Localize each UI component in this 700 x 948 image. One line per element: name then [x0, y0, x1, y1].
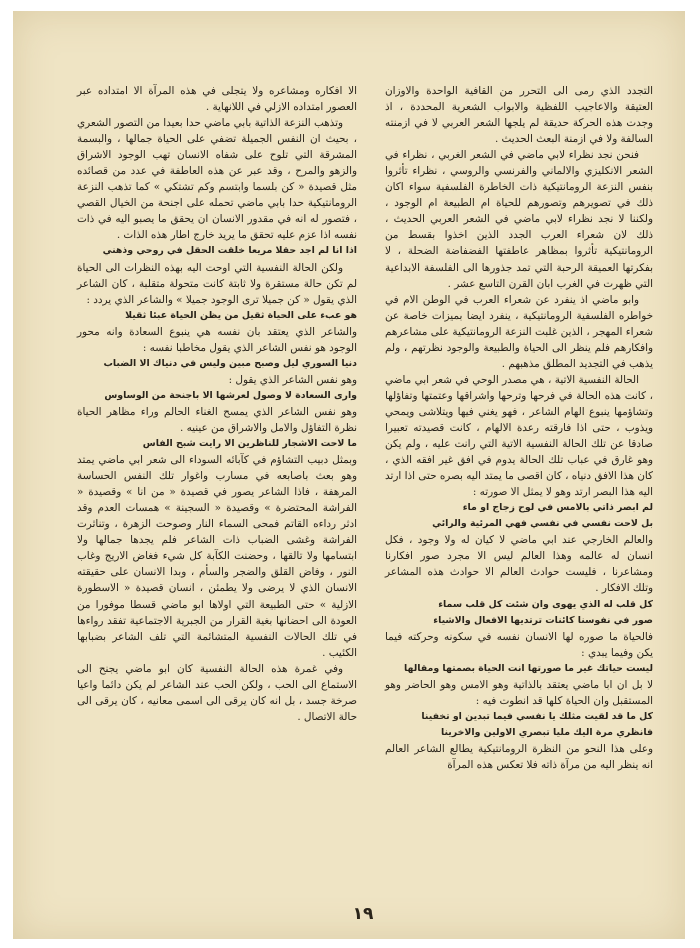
- paragraph: لا بل ان ابا ماضي يعتقد بالذاتية وهو الامس وهو الحاضر وهو المستقبل وان الحياة كلها قد انطوت فيه :: [385, 678, 653, 707]
- page-number: ١٩: [352, 904, 374, 924]
- verse-line: دنيا السوري ليل وصبح مبين وليس في دنياك الا الضباب: [103, 357, 357, 369]
- paragraph: فنحن نجد نظراء لابي ماضي في الشعر الغربي ، نظراء في الشعر الانكليزي والالماني والفرنسي والروسي ، نظراء تأثروا بنفس النزعة الرومانتيكية ذات الخاطرة الفلسفية سواء اكان ذلك في تصويرهم وتصورهم للحياة ام الطبيعة ام الوجود ، ولكننا لا نجد نظراء لابي ماضي في الشعر العربي الحديث ، ذلك لان شعراء العرب الجدد الذين اخذوا بقسط من الرومانتيكية تأثروا بمظاهر عاطفتها الفضفاضة الضحلة ، لا بفكرتها العميقة الرحبة التي تمد جذورها الى الفلسفة الابداعية التي ظهرت في الغرب ابان القرن التاسع عشر .: [385, 149, 653, 290]
- verse-line: كل ما قد لقيت مثلك يا نفسي فيما تبدين او تخفينا: [421, 710, 653, 722]
- verse-line: هو عبء على الحياة ثقيل من يظن الحياة عبئا ثقيلا: [125, 309, 357, 321]
- paragraph: والشاعر الذي يعتقد بان نفسه هي ينبوع السعادة وانه محور الوجود هو نفس الشاعر الذي يقول مخاطبا نفسه :: [77, 325, 357, 354]
- verse-line: فانظري مرة اليك مليا تبصري الاولين والاخرينا: [440, 726, 653, 738]
- verse-line: لم ابصر ذاتي بالامس في لوح زجاج او ماء: [462, 502, 653, 514]
- paragraph: وعلى هذا النحو من النظرة الرومانتيكية يطالع الشاعر العالم انه ينظر اليه من مرآة ذاته فلا تعكس هذه المرآة: [385, 742, 653, 771]
- verse-line: بل لاحت نفسي في نفسي فهي المرئية والرائي: [432, 518, 653, 530]
- verse-line: وارى السعادة لا وصول لعرشها الا باجنحة من الوساوس: [104, 389, 357, 401]
- paragraph: فالحياة ما صوره لها الانسان نفسه في سكونه وحركته فيما يكن وفيما يبدي :: [385, 630, 653, 659]
- paragraph: والعالم الخارجي عند ابي ماضي لا كيان له ولا وجود ، فكل انسان له عالمه وهذا العالم ليس الا مجرد صور افكارنا ومشاعرنا ، فليست حوادث العالم الا حوادث هذه المشاعر وتلك الافكار .: [385, 534, 653, 595]
- page-sheet: [13, 11, 685, 939]
- paragraph: التجدد الذي رمى الى التحرر من القافية الواحدة والاوزان العتيقة والاعاجيب اللفظية والابواب الشعرية المحددة ، اذ وجدت هذه الحركة حديقة لم يلجها الشعر العربي لا في ازمنته السالفة ولا في ازمنة البعث الحديث .: [385, 85, 653, 146]
- verse-line: ليست حياتك غير ما صورتها انت الحياة بصمتها ومقالها: [404, 662, 653, 674]
- paragraph: وابو ماضي اذ ينفرد عن شعراء العرب في الوطن الام في خواطره الفلسفية الرومانتيكية ، ينفرد ايضا بميزات خاصة عن شعراء المهجر ، الذين غلبت النزعة الرومانتيكية على مشاعرهم وافكارهم فلم ينظر الى الحياة والطبيعة والوجود نظرتهم ، ولم يذهب في التجديد المطلق مذهبهم .: [385, 293, 653, 370]
- paragraph: الحالة النفسية الاتية ، هي مصدر الوحي في شعر ابي ماضي ، كانت هذه الحالة في فرحها وترحها واشراقها وعتمتها وتفاؤلها وتشاؤمها ينبوع الهام الشاعر ، فهو يغني فيها ويتلاشى ويمحي ويذوب ، حتى اذا فارقته رعدة الالهام ، كانت قصيدته تعبيرا صادقا عن تلك الحالة النفسية الاتية التي رانت عليه ، ولم يكن وهو غارق في عباب تلك الحالة يدوم في افق غير افقه الذي ، كان هذا الافق دنياه ، كان اقصى ما يمتد اليه بصره حتى اذا ارتد اليه هذا البصر ارتد وهو لا يمثل الا صورته :: [385, 373, 653, 499]
- paragraph: وهو نفس الشاعر الذي يقول :: [228, 373, 357, 386]
- paragraph: الا افكاره ومشاعره ولا يتجلى في هذه المرآة الا امتداده عبر العصور امتداده الازلي في اللانهاية .: [77, 85, 357, 114]
- verse-line: اذا انا لم اجد حقلا مريعا خلقت الحقل في روحي وذهني: [102, 245, 357, 257]
- paragraph: ولكن الحالة النفسية التي اوحت اليه بهذه النظرات الى الحياة لم تكن حالة مستقرة ولا ثابتة كانت متحولة متقلبة ، كان الشاعر الذي يقول « كن جميلا ترى الوجود جميلا » والشاعر الذي يردد :: [77, 261, 357, 306]
- verse-line: صور في نفوسنا كائنات ترتديها الافعال والاشياء: [433, 614, 653, 626]
- paragraph: وفي غمرة هذه الحالة النفسية كان ابو ماضي يجنح الى الاستماع الى الحب ، ولكن الحب عند الشاعر لم يكن دائما واعيا صرخة جسد ، بل انه كان يرقى الى اسمى معانيه ، كان يرقى الى حالة الاتصال .: [77, 662, 357, 723]
- paragraph: وهو نفس الشاعر الذي يمسح الغناء الحالم وراء مظاهر الحياة نظرة التفاؤل والامل والاشراق من عينيه .: [77, 405, 357, 434]
- verse-line: كل قلب له الذي يهوى وان شئت كل قلب سماء: [438, 598, 653, 610]
- paragraph: وتذهب النزعة الذاتية بابي ماضي حدا بعيدا من التصور الشعري ، بحيث ان النفس الجميلة تضفي على الحياة جمالها ، والبسمة المشرقة التي تلوح على شفاه الانسان تهب الوجود الاشراق والزهو والمرح ، وقد عبر عن هذه العاطفة في عدد من قصائده مثل قصيدة « كن بلسما وابتسم وكم تشتكي » كما تذهب النزعة الرومانتيكية حدا بابي ماضي تحمله على اجنحة من الخيال القصي ، فتصور له انه في مقدور الانسان ان يحقق ما يصبو اليه في ذات نفسه اذا عزم عليه تحقق ما يريد خارج اطار هذه الذات .: [77, 117, 357, 242]
- paragraph: وبمثل دبيب التشاؤم في كآبائه السوداء الى شعر ابي ماضي يمتد وهو بعث باصابعه في مسارب واغوار تلك النفس الحساسة المرهفة ، فاذا الشاعر يصور في قصيدة « من انا » وقصيدة « الفراشة المحتضرة » وقصيدة « السجينة » همسات العدم وقد ادثر رداءه القاتم فمحى السماء النار وصوحت الزهرة ، وتناثرت الفراشة وغشى الضباب ذات الشاعر فلم يجدها جمالها ولا ابتسامها ولا تالقها ، وحضنت الكآبة كل شيء فغاض الاريج وغاب النور ، وفاض القلق والضجر والسأم ، وبدا الانسان على حقيقته الانسان الذي لا يرضى ولا يطمئن ، انسان قصيدة « الاسطورة الازلية » حتى الطبيعة التي اولاها ابو ماضي قسطا موفورا من العودة الى احضانها بغية القرار من الجبرية الاجتماعية تفقد رواءها في تلك الحالات النفسية المتشائمة التي تلف الشاعر بضبابها الكئيب .: [77, 454, 357, 659]
- verse-line: ما لاحت الاشجار للناظرين الا رايت شبح الفاس: [142, 438, 357, 450]
- right-column: [385, 83, 653, 773]
- left-column: [77, 83, 357, 725]
